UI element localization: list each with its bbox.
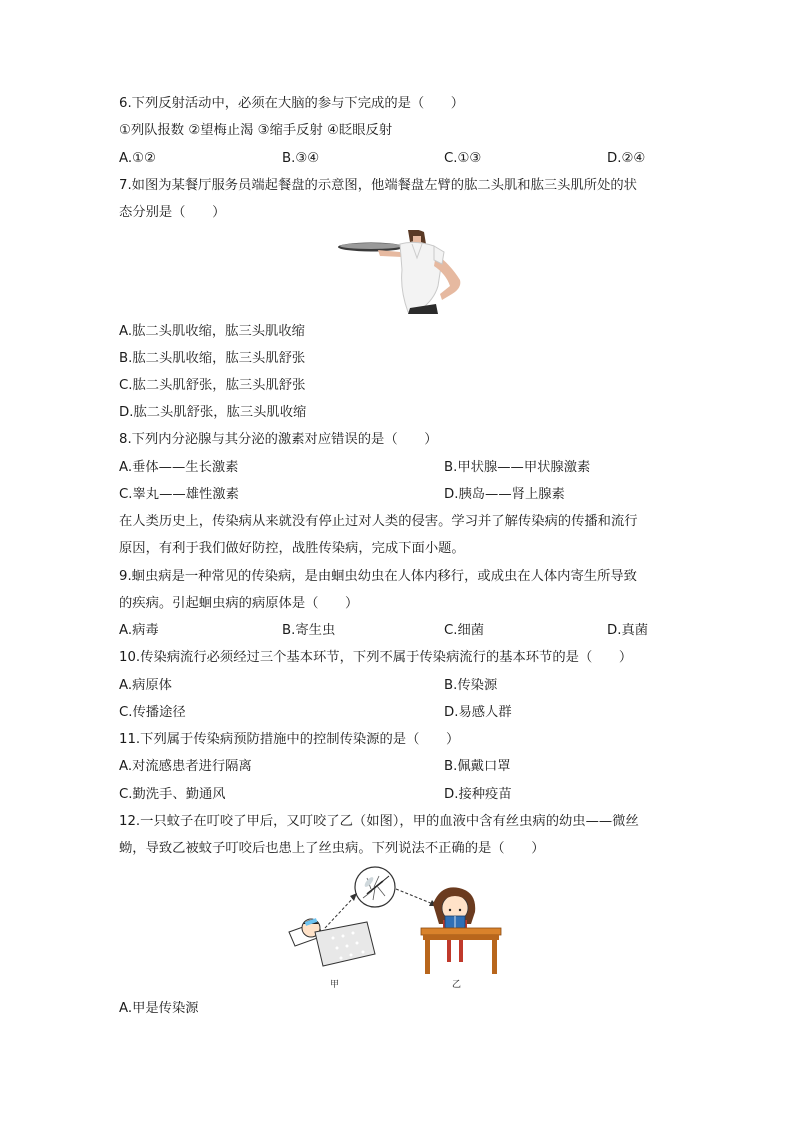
q10-option-d: D.易感人群 (444, 705, 512, 720)
intro-line1: 在人类历史上，传染病从来就没有停止过对人类的侵害。学习并了解传染病的传播和流行 (119, 514, 638, 529)
waiter-tray-figure (338, 230, 468, 314)
intro-line2: 原因，有利于我们做好防控，战胜传染病，完成下面小题。 (119, 541, 465, 556)
q6-option-a: A.①② (119, 151, 156, 166)
q9-option-d: D.真菌 (607, 623, 649, 638)
q6-option-b: B.③④ (282, 151, 320, 166)
q11-stem: 11.下列属于传染病预防措施中的控制传染源的是（ ） (119, 732, 460, 747)
q11-option-b: B.佩戴口罩 (444, 759, 511, 774)
figure-label-yi: 乙 (452, 980, 462, 990)
mosquito-transmission-figure (283, 866, 513, 980)
girl-yi (421, 887, 501, 974)
q7-option-d: D.肱二头肌舒张，肱三头肌收缩 (119, 405, 307, 420)
q11-option-a: A.对流感患者进行隔离 (119, 759, 252, 774)
q8-option-d: D.胰岛——肾上腺素 (444, 487, 565, 502)
q9-option-a: A.病毒 (119, 623, 159, 638)
q11-option-c: C.勤洗手、勤通风 (119, 787, 226, 802)
q10-option-c: C.传播途径 (119, 705, 186, 720)
sick-person-jia (289, 918, 375, 966)
q7-option-c: C.肱二头肌舒张，肱三头肌舒张 (119, 378, 306, 393)
q7-option-b: B.肱二头肌收缩，肱三头肌舒张 (119, 351, 306, 366)
q9-stem-line1: 9.蛔虫病是一种常见的传染病，是由蛔虫幼虫在人体内移行，或成虫在人体内寄生所导致 (119, 569, 637, 584)
q6-items: ①列队报数 ②望梅止渴 ③缩手反射 ④眨眼反射 (119, 123, 393, 138)
q8-option-b: B.甲状腺——甲状腺激素 (444, 460, 591, 475)
q9-option-c: C.细菌 (444, 623, 485, 638)
q8-option-c: C.睾丸——雄性激素 (119, 487, 239, 502)
q10-option-b: B.传染源 (444, 678, 498, 693)
q10-option-a: A.病原体 (119, 678, 172, 693)
q7-option-a: A.肱二头肌收缩，肱三头肌收缩 (119, 324, 305, 339)
q11-option-d: D.接种疫苗 (444, 787, 512, 802)
q8-stem: 8.下列内分泌腺与其分泌的激素对应错误的是（ ） (119, 432, 438, 447)
q12-option-a: A.甲是传染源 (119, 1001, 199, 1016)
q9-stem-line2: 的疾病。引起蛔虫病的病原体是（ ） (119, 596, 359, 611)
q6-option-c: C.①③ (444, 151, 482, 166)
figure-label-jia: 甲 (330, 980, 340, 990)
q7-stem-line2: 态分别是（ ） (119, 205, 226, 220)
q12-stem-line2: 蚴，导致乙被蚊子叮咬后也患上了丝虫病。下列说法不正确的是（ ） (119, 841, 545, 856)
q8-option-a: A.垂体——生长激素 (119, 460, 239, 475)
mosquito-icon (355, 867, 395, 907)
q7-stem-line1: 7.如图为某餐厅服务员端起餐盘的示意图，他端餐盘左臂的肱二头肌和肱三头肌所处的状 (119, 178, 637, 193)
q12-stem-line1: 12.一只蚊子在叮咬了甲后，又叮咬了乙（如图），甲的血液中含有丝虫病的幼虫——微丝 (119, 814, 639, 829)
q6-option-d: D.②④ (607, 151, 646, 166)
q10-stem: 10.传染病流行必须经过三个基本环节，下列不属于传染病流行的基本环节的是（ ） (119, 650, 633, 665)
q6-stem: 6.下列反射活动中，必须在大脑的参与下完成的是（ ） (119, 96, 465, 111)
q9-option-b: B.寄生虫 (282, 623, 336, 638)
